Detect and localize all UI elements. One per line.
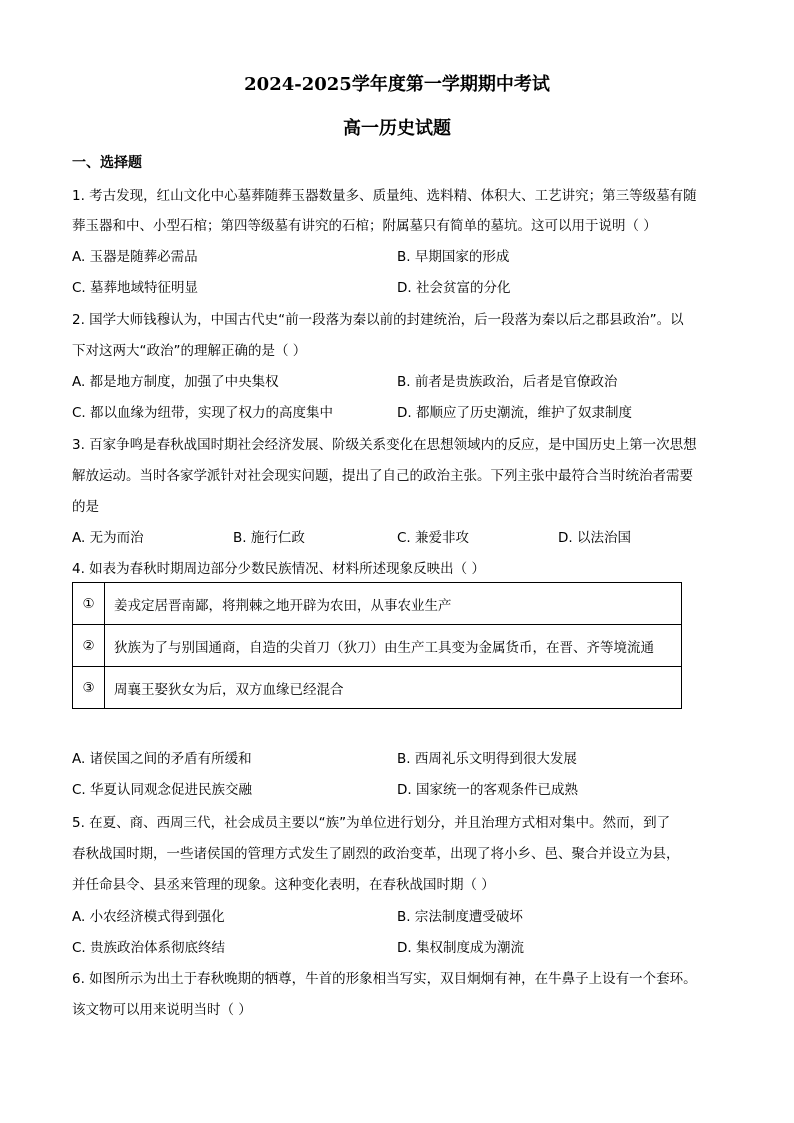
question-1-line-2: 葬玉器和中、小型石棺；第四等级墓有讲究的石棺；附属墓只有简单的墓坑。这可以用于说明（ ） (72, 218, 657, 234)
question-1-option-c: C. 墓葬地域特征明显 (72, 280, 199, 296)
question-1-option-d: D. 社会贫富的分化 (397, 280, 511, 296)
question-5-line-2: 春秋战国时期，一些诸侯国的管理方式发生了剧烈的政治变革，出现了将小乡、邑、聚合并设立为县， (72, 846, 680, 862)
question-1-line-1: 1. 考古发现，红山文化中心墓葬随葬玉器数量多、质量纯、选料精、体积大、工艺讲究；第三等级墓有随 (72, 188, 697, 204)
question-4-option-a: A. 诸侯国之间的矛盾有所缓和 (72, 751, 252, 767)
question-5-option-b: B. 宗法制度遭受破坏 (397, 909, 523, 925)
question-5-option-d: D. 集权制度成为潮流 (397, 940, 524, 956)
question-6-line-1: 6. 如图所示为出土于春秋晚期的牺尊，牛首的形象相当写实，双目炯炯有神，在牛鼻子上设有一个套环。 (72, 971, 697, 987)
question-6-line-2: 该文物可以用来说明当时（ ） (72, 1002, 252, 1018)
question-5-line-1: 5. 在夏、商、西周三代，社会成员主要以“族”为单位进行划分，并且治理方式相对集中。然而，到了 (72, 815, 671, 831)
question-4-option-c: C. 华夏认同观念促进民族交融 (72, 782, 253, 798)
question-3-line-1: 3. 百家争鸣是春秋战国时期社会经济发展、阶级关系变化在思想领域内的反应，是中国历史上第一次思想 (72, 437, 697, 453)
question-2-option-b: B. 前者是贵族政治，后者是官僚政治 (397, 374, 618, 390)
table-cell-text: 狄族为了与别国通商，自造的尖首刀（狄刀）由生产工具变为金属货币，在晋、齐等境流通 (105, 625, 682, 667)
question-3-option-c: C. 兼爱非攻 (397, 530, 470, 546)
question-3-option-a: A. 无为而治 (72, 530, 144, 546)
question-5-line-3: 并任命县令、县丞来管理的现象。这种变化表明，在春秋战国时期（ ） (72, 877, 495, 893)
section-heading: 一、选择题 (72, 155, 142, 171)
question-5-option-c: C. 贵族政治体系彻底终结 (72, 940, 226, 956)
material-table (72, 582, 682, 709)
question-2-option-d: D. 都顺应了历史潮流，维护了奴隶制度 (397, 405, 632, 421)
exam-title: 2024-2025学年度第一学期期中考试 (244, 74, 550, 95)
question-3-line-2: 解放运动。当时各家学派针对社会现实问题，提出了自己的政治主张。下列主张中最符合当时统治者需要 (72, 468, 693, 484)
table-cell-number: ① (73, 583, 105, 625)
table-cell-text: 周襄王娶狄女为后，双方血缘已经混合 (105, 667, 682, 709)
question-5-option-a: A. 小农经济模式得到强化 (72, 909, 225, 925)
question-4-line-1: 4. 如表为春秋时期周边部分少数民族情况、材料所述现象反映出（ ） (72, 561, 485, 577)
question-4-option-d: D. 国家统一的客观条件已成熟 (397, 782, 578, 798)
table-cell-text: 姜戎定居晋南鄙，将荆棘之地开辟为农田，从事农业生产 (105, 583, 682, 625)
question-1-option-b: B. 早期国家的形成 (397, 249, 510, 265)
question-1-option-a: A. 玉器是随葬必需品 (72, 249, 198, 265)
question-4-option-b: B. 西周礼乐文明得到很大发展 (397, 751, 577, 767)
exam-subtitle: 高一历史试题 (343, 118, 451, 139)
table-row (73, 625, 682, 667)
table-row (73, 583, 682, 625)
table-row (73, 667, 682, 709)
question-2-option-c: C. 都以血缘为纽带，实现了权力的高度集中 (72, 405, 334, 421)
table-cell-number: ③ (73, 667, 105, 709)
table-cell-number: ② (73, 625, 105, 667)
question-2-option-a: A. 都是地方制度，加强了中央集权 (72, 374, 279, 390)
question-3-option-d: D. 以法治国 (558, 530, 631, 546)
question-3-option-b: B. 施行仁政 (233, 530, 305, 546)
question-2-line-2: 下对这两大“政治”的理解正确的是（ ） (72, 343, 307, 359)
question-2-line-1: 2. 国学大师钱穆认为，中国古代史“前一段落为秦以前的封建统治，后一段落为秦以后之郡县政治”。以 (72, 312, 684, 328)
question-3-line-3: 的是 (72, 499, 99, 515)
